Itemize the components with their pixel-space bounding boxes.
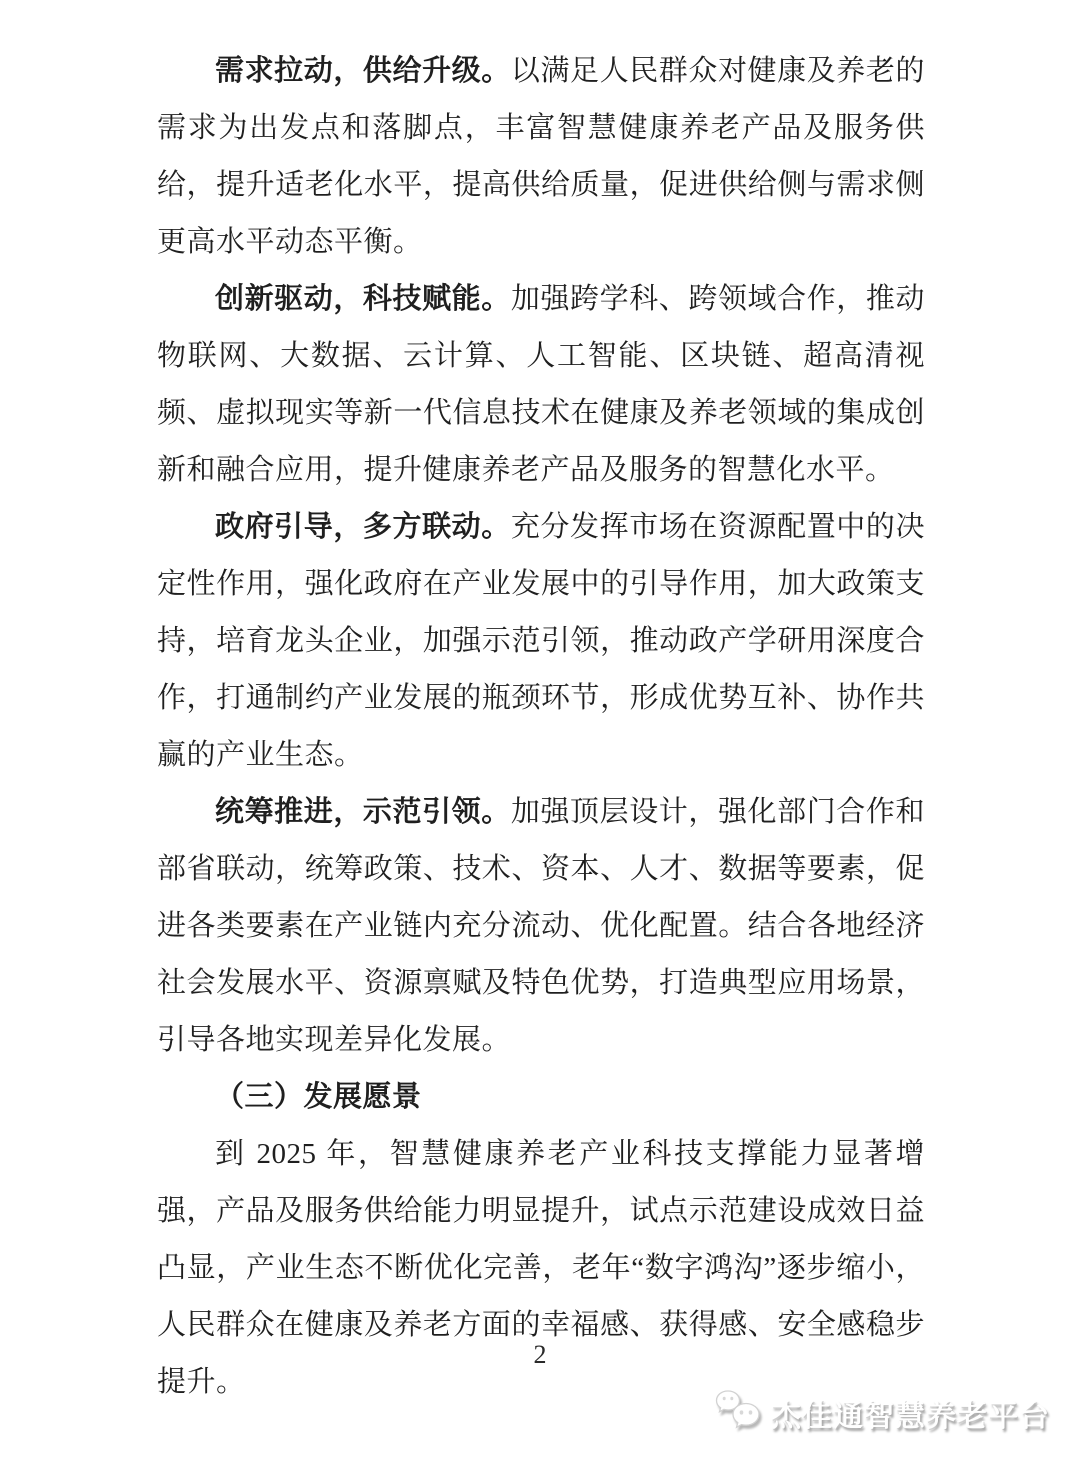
paragraph-demand bbox=[157, 43, 925, 271]
paragraph-text: 加强跨学科、跨领域合作，推动物联网、大数据、云计算、人工智能、区块链、超高清视频、虚拟现实等新一代信息技术在健康及养老领域的集成创新和融合应用，提升健康养老产品及服务的智慧化水平。 bbox=[157, 283, 925, 486]
paragraph-text: 充分发挥市场在资源配置中的决定性作用，强化政府在产业发展中的引导作用，加大政策支持，培育龙头企业，加强示范引领，推动政产学研用深度合作，打通制约产业发展的瓶颈环节，形成优势互补、协作共赢的产业生态。 bbox=[157, 511, 925, 771]
paragraph-lead: 需求拉动，供给升级。 bbox=[215, 55, 511, 87]
watermark-label: 杰佳通智慧养老平台 bbox=[771, 1400, 1050, 1433]
document-body bbox=[157, 43, 925, 1411]
wechat-icon bbox=[714, 1388, 764, 1438]
paragraph-innovation bbox=[157, 271, 925, 499]
paragraph-text: 加强顶层设计，强化部门合作和部省联动，统筹政策、技术、资本、人才、数据等要素，促进各类要素在产业链内充分流动、优化配置。结合各地经济社会发展水平、资源禀赋及特色优势，打造典型应用场景，引导各地实现差异化发展。 bbox=[157, 796, 925, 1056]
paragraph-government bbox=[157, 499, 925, 784]
platform-watermark bbox=[714, 1388, 1050, 1438]
paragraph-vision: 到 2025 年，智慧健康养老产业科技支撑能力显著增强，产品及服务供给能力明显提升，试点示范建设成效日益凸显，产业生态不断优化完善，老年“数字鸿沟”逐步缩小，人民群众在健康及养老方面的幸福感、获得感、安全感稳步提升。 bbox=[157, 1138, 925, 1398]
paragraph-coordination bbox=[157, 784, 925, 1069]
paragraph-text: 以满足人民群众对健康及养老的需求为出发点和落脚点，丰富智慧健康养老产品及服务供给，提升适老化水平，提高供给质量，促进供给侧与需求侧更高水平动态平衡。 bbox=[157, 55, 925, 258]
page-number: 2 bbox=[533, 1340, 547, 1369]
paragraph-lead: 统筹推进，示范引领。 bbox=[215, 796, 511, 828]
paragraph-lead: 创新驱动，科技赋能。 bbox=[215, 283, 511, 315]
section-heading: （三）发展愿景 bbox=[215, 1081, 422, 1113]
paragraph-lead: 政府引导，多方联动。 bbox=[215, 511, 511, 543]
